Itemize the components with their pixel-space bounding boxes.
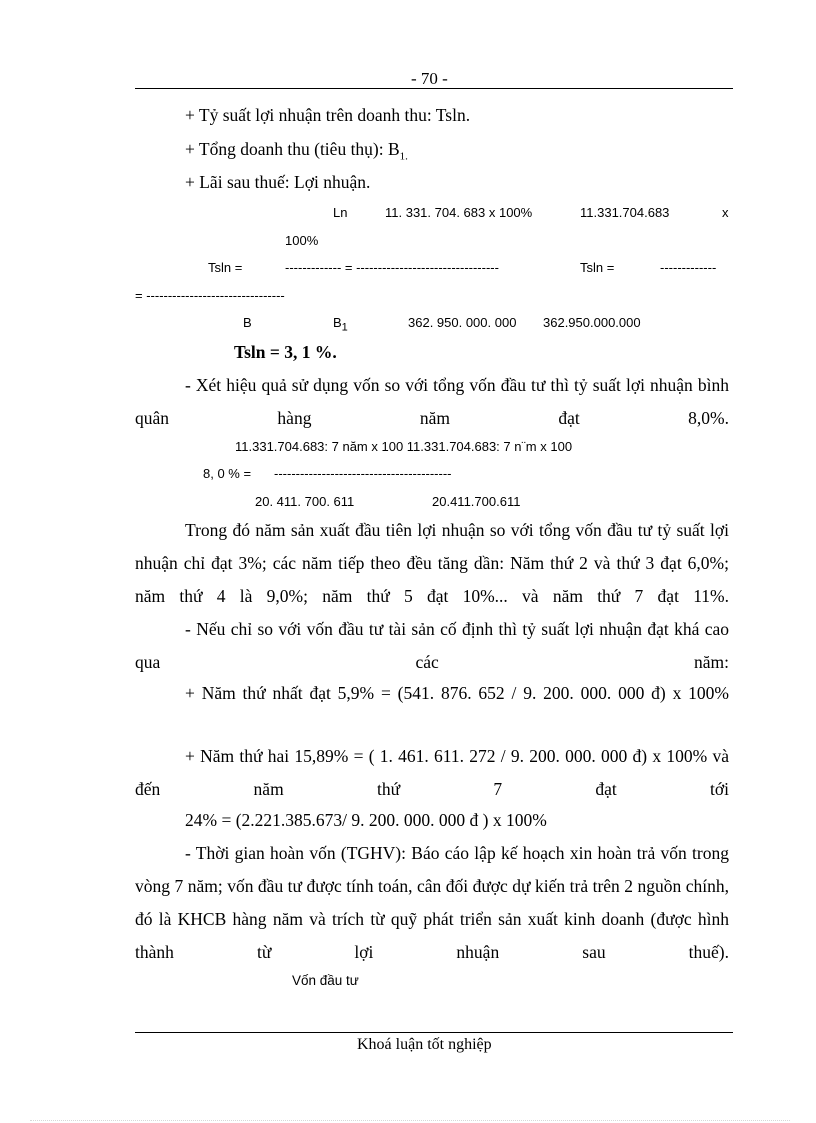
formula1-result: Tsln = 3, 1 %. — [234, 342, 337, 362]
formula1-fraction-bar-a: ------------- = --------------------------------- — [285, 260, 499, 275]
footer-text: Khoá luận tốt nghiệp — [357, 1036, 492, 1053]
formula1-percent: 100% — [285, 233, 319, 248]
paragraph-yearly-rates: Trong đó năm sản xuất đầu tiên lợi nhuận so với tổng vốn đầu tư tỷ suất lợi nhuận chỉ đạt 3%; các năm tiếp theo đều tăng dần: Năm thứ 2 và thứ 3 đạt 6,0%; năm thứ 4 là 9,0%; năm thứ 5 đạt 10%... và năm thứ 7 đạt 11%. — [135, 520, 729, 606]
definition-b1 — [185, 139, 408, 163]
formula1-lhs-b: Tsln = — [580, 260, 615, 275]
formula1-denominator-c: 362.950.000.000 — [543, 315, 641, 330]
formula1-b1-text: B — [333, 315, 342, 330]
definition-tsln: + Tỷ suất lợi nhuận trên doanh thu: Tsln. — [185, 105, 471, 125]
formula1-fraction-bar-c: = -------------------------------- — [135, 288, 285, 303]
formula1-lhs-a: Tsln = — [208, 260, 243, 275]
formula2-lhs: 8, 0 % = — [203, 466, 252, 481]
formula2-denominator-b: 20.411.700.611 — [432, 494, 521, 509]
formula1-b1-subscript: 1 — [341, 321, 348, 334]
paragraph-year-two: + Năm thứ hai 15,89% = ( 1. 461. 611. 272 / 9. 200. 000. 000 đ) x 100% và đến năm thứ 7 đạt tới — [135, 746, 729, 799]
footer-rule — [135, 1032, 733, 1033]
formula1-denominator-a: 362. 950. 000. 000 — [408, 315, 517, 330]
formula2-denominator-a: 20. 411. 700. 611 — [255, 494, 355, 509]
bottom-dotted-rule — [30, 1120, 790, 1121]
formula1-denominator-b: B — [243, 315, 252, 330]
formula1-denominator-b1 — [333, 315, 348, 334]
formula3-capital-label: Vốn đầu tư — [292, 973, 359, 988]
definition-b1-text: + Tổng doanh thu (tiêu thụ): B — [185, 139, 400, 159]
definition-profit: + Lãi sau thuế: Lợi nhuận. — [185, 172, 371, 192]
paragraph-year-seven: 24% = (2.221.385.673/ 9. 200. 000. 000 đ ) x 100% — [185, 810, 547, 830]
formula1-ln: Ln — [333, 205, 348, 220]
formula2-numerator: 11.331.704.683: 7 năm x 100 11.331.704.683: 7 n¨m x 100 — [235, 439, 573, 454]
formula1-times: x — [722, 205, 729, 220]
paragraph-fixed-assets: - Nếu chỉ so với vốn đầu tư tài sản cố định thì tỷ suất lợi nhuận đạt khá cao qua các năm: — [135, 619, 729, 672]
paragraph-capital-efficiency: - Xét hiệu quả sử dụng vốn so với tổng vốn đầu tư thì tỷ suất lợi nhuận bình quân hàng năm đạt 8,0%. — [135, 375, 729, 428]
formula1-numerator-b: 11.331.704.683 — [580, 205, 670, 220]
paragraph-year-one: + Năm thứ nhất đạt 5,9% = (541. 876. 652 / 9. 200. 000. 000 đ) x 100% — [185, 683, 729, 703]
header-rule — [135, 88, 733, 89]
page-number: - 70 - — [411, 69, 448, 88]
formula1-fraction-bar-b: ------------- — [660, 260, 717, 275]
formula1-numerator-a: 11. 331. 704. 683 x 100% — [385, 205, 533, 220]
formula2-fraction-bar: ----------------------------------------- — [274, 466, 452, 481]
definition-b1-subscript: 1. — [399, 150, 408, 163]
paragraph-payback-period: - Thời gian hoàn vốn (TGHV): Báo cáo lập kế hoạch xin hoàn trả vốn trong vòng 7 năm; vốn đầu tư được tính toán, cân đối được dự kiến trả trên 2 nguồn chính, đó là KHCB hàng năm và trích từ quỹ phát triển sản xuất kinh doanh (được hình thành từ lợi nhuận sau thuế). — [135, 843, 729, 962]
